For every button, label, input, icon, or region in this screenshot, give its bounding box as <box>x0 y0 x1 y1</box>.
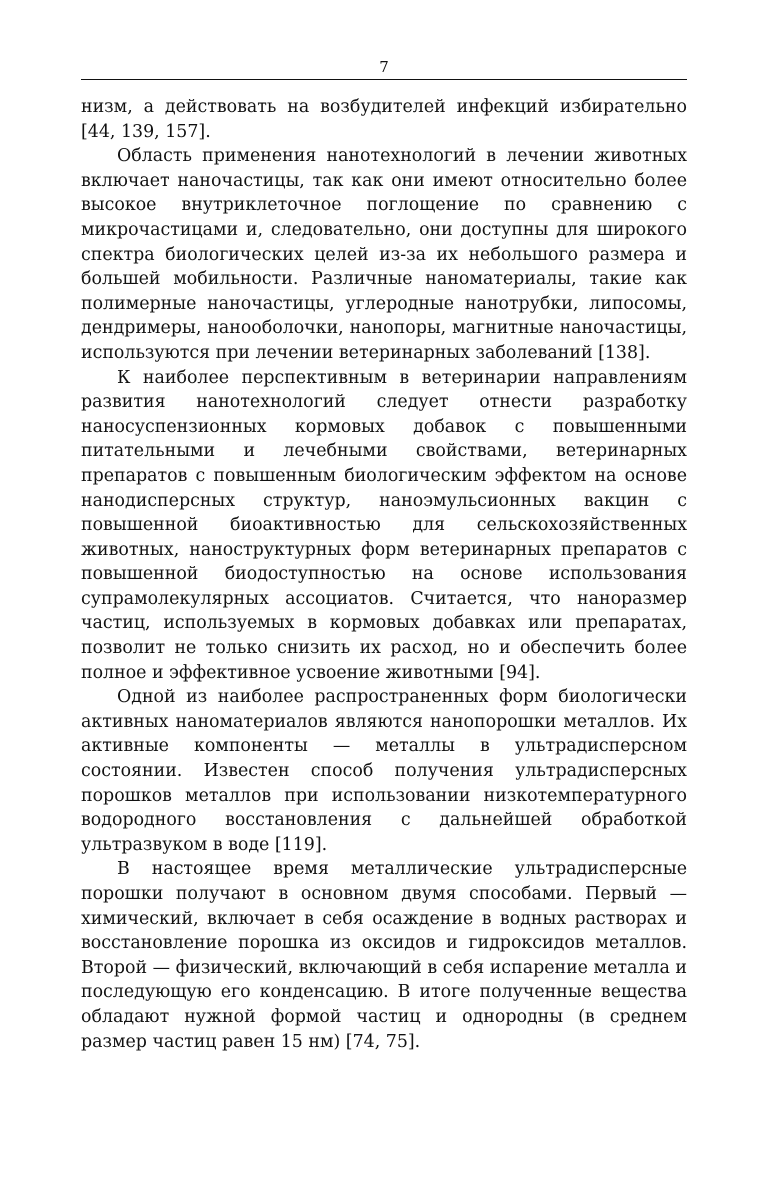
paragraph-metal-nanopowders: Одной из наиболее распространенных форм биологически активных наноматериалов являются нанопорошки металлов. Их активные компоненты — металлы в ультрадисперсном состоянии. Известен способ получения ультрадисперсных порошков металлов при использовании низкотемпературного водородного восстановления с дальнейшей обработкой ультразвуком в воде [119]. <box>81 687 687 855</box>
page-header <box>81 0 687 82</box>
paragraph-production-methods: В настоящее время металлические ультрадисперсные порошки получают в основном двумя способами. Первый — химический, включает в себя осаждение в водных растворах и восстановление порошка из оксидов и гидроксидов металлов. Второй — физический, включающий в себя испарение металла и последующую его конденсацию. В итоге полученные вещества обладают нужной формой частиц и однородны (в среднем размер частиц равен 15 нм) [74, 75]. <box>81 859 687 1052</box>
paragraph-continued: низм, а действовать на возбудителей инфекций избирательно [44, 139, 157]. <box>81 97 687 142</box>
page-number: 7 <box>379 58 389 76</box>
book-page <box>81 0 687 1054</box>
paragraph-nanoparticles-application: Область применения нанотехнологий в лечении животных включает наночастицы, так как они имеют относительно более высокое внутриклеточное поглощение по сравнению с микрочастицами и, следовательно, они доступны для широкого спектра биологических целей из-за их небольшого размера и большей мобильности. Различные наноматериалы, такие как полимерные наночастицы, углеродные нанотрубки, липосомы, дендримеры, нанооболочки, нанопоры, магнитные наночастицы, используются при лечении ветеринарных заболеваний [138]. <box>81 146 687 363</box>
body-text <box>81 95 687 1054</box>
paragraph-veterinary-directions: К наиболее перспективным в ветеринарии направлениям развития нанотехнологий следует отнести разработку наносуспензионных кормовых добавок с повышенными питательными и лечебными свойствами, ветеринарных препаратов с повышенным биологическим эффектом на основе нанодисперсных структур, наноэмульсионных вакцин с повышенной биоактивностью для сельскохозяйственных животных, наноструктурных форм ветеринарных препаратов с повышенной биодоступностью на основе использования супрамолекулярных ассоциатов. Считается, что наноразмер частиц, используемых в кормовых добавках или препаратах, позволит не только снизить их расход, но и обеспечить более полное и эффективное усвоение животными [94]. <box>81 367 687 683</box>
header-rule <box>81 79 687 80</box>
